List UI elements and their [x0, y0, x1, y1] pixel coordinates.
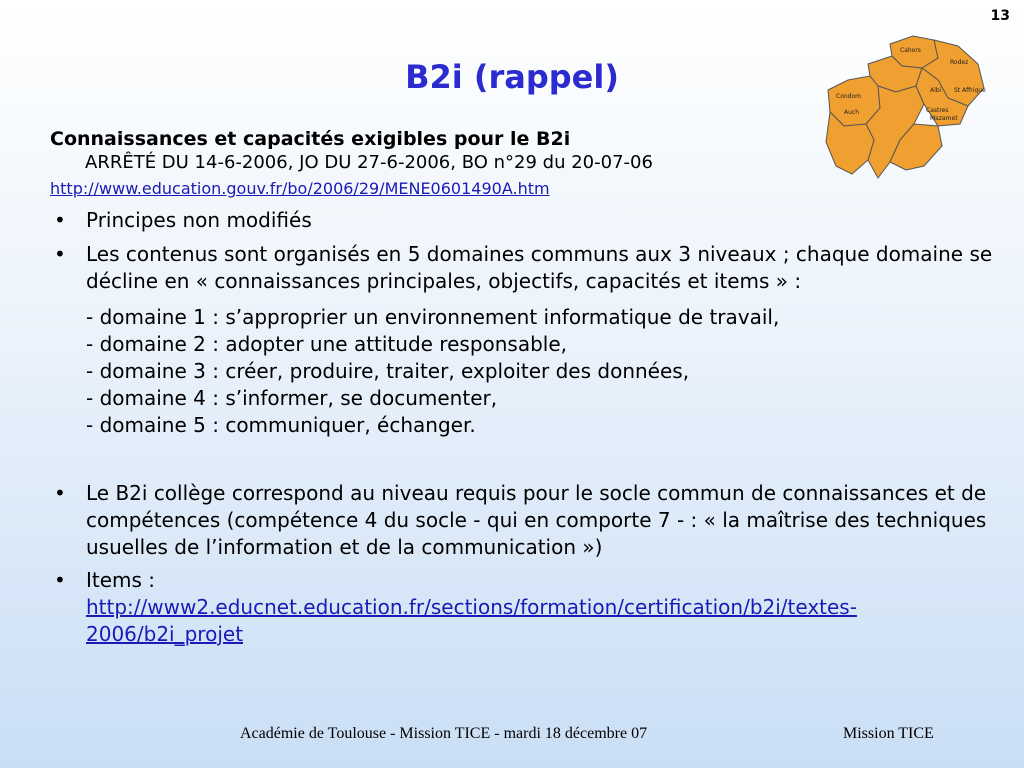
- slide-number: 13: [990, 8, 1010, 24]
- bullet-domains-intro-text: Les contenus sont organisés en 5 domaines communs aux 3 niveaux ; chaque domaine se décline en « connaissances principales, objectifs, capacités et items » :: [86, 242, 993, 293]
- section-heading: Connaissances et capacités exigibles pour le B2i: [50, 128, 571, 150]
- bullet-domains-intro: [48, 241, 1008, 295]
- slide-body: [48, 128, 1008, 648]
- bulletin-link[interactable]: http://www.education.gouv.fr/bo/2006/29/MENE0601490A.htm: [50, 179, 550, 198]
- map-label-castres: Castres: [926, 107, 949, 114]
- bullet-college-level-text: Le B2i collège correspond au niveau requis pour le socle commun de connaissances et de compétences (compétence 4 du socle - qui en comporte 7 - : « la maîtrise des techniques usuelles de l’information et de la communication »): [86, 481, 987, 559]
- domain-4: - domaine 4 : s’informer, se documenter,: [86, 386, 498, 410]
- map-label-mazamet: Mazamet: [930, 115, 958, 122]
- bullet-items: [48, 567, 1008, 648]
- items-link[interactable]: http://www2.educnet.education.fr/sections/formation/certification/b2i/textes-2006/b2i_projet: [86, 595, 857, 646]
- map-label-auch: Auch: [844, 109, 860, 116]
- map-label-cahors: Cahors: [900, 47, 921, 54]
- domain-5: - domaine 5 : communiquer, échanger.: [86, 413, 476, 437]
- slide-title: B2i (rappel): [405, 58, 619, 96]
- domain-1: - domaine 1 : s’approprier un environnement informatique de travail,: [86, 305, 780, 329]
- footer-right: Mission TICE: [843, 725, 934, 742]
- map-label-st-affrique: St Affrique: [954, 87, 986, 94]
- domain-3: - domaine 3 : créer, produire, traiter, exploiter des données,: [86, 359, 690, 383]
- domain-list: [86, 304, 1008, 439]
- map-label-albi: Albi: [930, 87, 942, 94]
- bullet-principles-text: Principes non modifiés: [86, 208, 312, 232]
- footer-left: Académie de Toulouse - Mission TICE - mardi 18 décembre 07: [240, 725, 648, 742]
- domain-2: - domaine 2 : adopter une attitude responsable,: [86, 332, 568, 356]
- bullet-college-level: [48, 480, 1008, 561]
- bullet-items-text: Items :: [86, 568, 156, 592]
- map-label-condom: Condom: [836, 93, 861, 100]
- bullet-principles: [48, 207, 1008, 234]
- map-label-rodez: Rodez: [950, 59, 969, 66]
- decree-reference: ARRÊTÉ DU 14-6-2006, JO DU 27-6-2006, BO n°29 du 20-07-06: [85, 152, 653, 173]
